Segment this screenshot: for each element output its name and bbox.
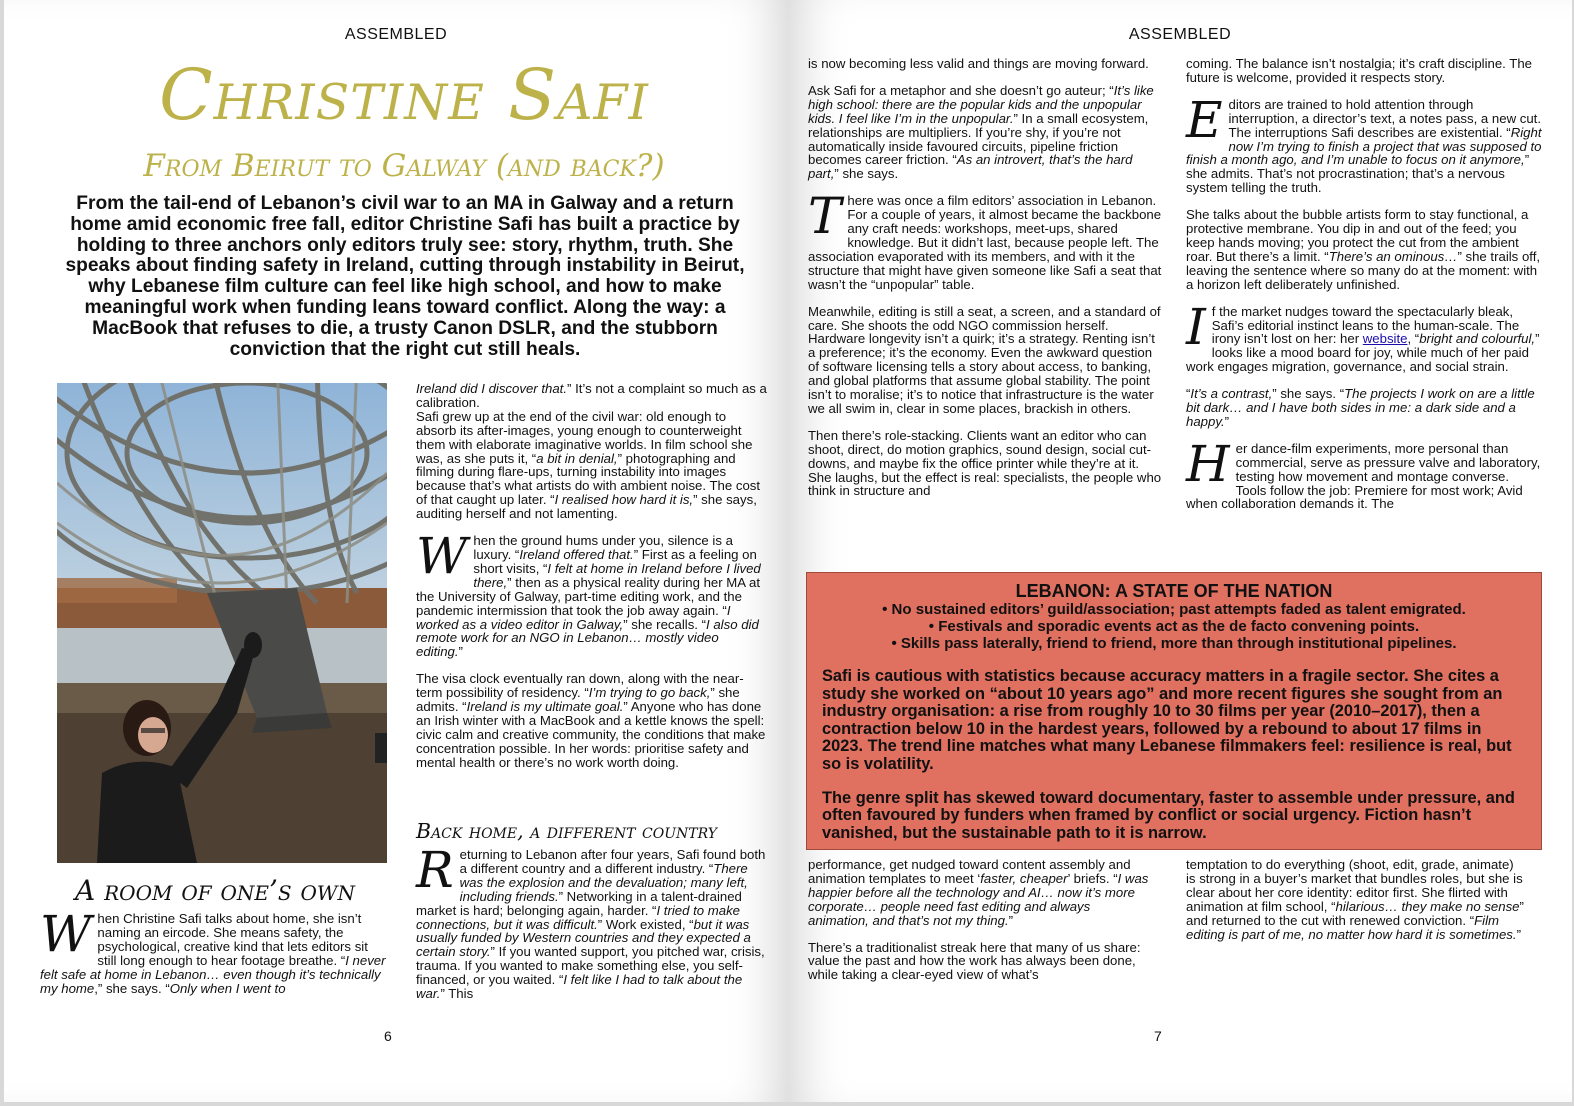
- quote: bright and colourful,: [1419, 331, 1536, 347]
- quote: I felt at home in Ireland before I lived there,: [473, 560, 761, 590]
- text: ” she says, auditing herself and not lamenting.: [416, 492, 757, 522]
- text: ” she trails off, leaving the sentence where so many do at the moment: with a horizon left deliberately unfinished.: [1186, 248, 1541, 292]
- paragraph: [1186, 858, 1526, 941]
- standfirst: From the tail-end of Lebanon’s civil war to an MA in Galway and a return home amid economic free fall, editor Christine Safi has built a practice by holding to three anchors only editors truly see: story, rhythm, truth. She speaks about finding safety in Ireland, cutting through instability in Beirut, why Lebanese film culture can feel like high school, and how to make meaningful work when funding leans toward conflict. Along the way: a MacBook that refuses to die, a trusty Canon DSLR, and the stubborn conviction that the right cut still heals.: [65, 193, 745, 360]
- text: ”: [1008, 912, 1014, 928]
- text: performance, get nudged toward content assembly and animation templates to meet ‘: [808, 857, 1131, 886]
- paragraph: [1186, 208, 1542, 291]
- text: ” she says. “: [1272, 386, 1345, 402]
- text: is now becoming less valid and things are moving forward.: [808, 56, 1149, 71]
- quote: I realised how hard it is,: [554, 492, 694, 508]
- text: ” Networking in a talent-drained market is hard; belonging again, harder. “: [416, 888, 742, 918]
- text: ” photographing and filming during flare-ups, turning instability into images because that’s what artists do with ambient noise. The cost of that caught up later. “: [416, 450, 761, 508]
- article-subtitle: From Beirut to Galway (and back?): [143, 148, 665, 184]
- paragraph: [1186, 90, 1542, 196]
- quote: faster, cheaper: [980, 870, 1068, 886]
- text: er dance-film experiments, more personal than commercial, serve as pressure valve and laboratory, testing how movement and montage converse. Tools follow the job: Premiere for most work; Avid when collaboration demands it. The: [1186, 440, 1541, 512]
- drop-cap: T: [808, 187, 842, 246]
- paragraph: [416, 841, 768, 1002]
- drop-cap: E: [1186, 90, 1223, 149]
- drop-cap: W: [40, 905, 92, 963]
- running-head: ASSEMBLED: [1128, 26, 1232, 43]
- text: ” she admits. “: [416, 685, 740, 715]
- paragraph: [1186, 297, 1542, 375]
- text: Meanwhile, editing is still a seat, a screen, and a standard of care. She shoots the odd NGO commission herself. Hardware longevity isn’t a quirk; it’s a strategy. Renting isn’t a preference; it’s the economy. Even the awkward question of software licensing tells a story about access, to banking, and global platforms that assume global stability. The point isn’t to moralise; it’s to notice that infrastructure is the water we all swim in, clear in some places, brackish in others.: [808, 303, 1161, 416]
- box-bullet: • Skills pass laterally, friend to friend, more than through institutional pipelines.: [891, 635, 1457, 652]
- state-of-nation-box: [806, 572, 1542, 850]
- quote: I tried to make connections, but it was difficult.: [416, 902, 741, 932]
- text: There’s a traditionalist streak here that many of us share: value the past and how the work has always been done, while taking a clear-eyed view of what’s: [808, 939, 1141, 983]
- text: The visa clock eventually ran down, along with the near-term possibility of residency. “: [416, 671, 744, 701]
- portrait-photo: [57, 383, 387, 863]
- text: ” First as a feeling on short visits, “: [473, 546, 757, 576]
- column-2: [416, 382, 768, 783]
- quote: but it was usually funded by Western countries and they expected a certain story.: [416, 916, 751, 960]
- quote: I was happier before all the technology and AI… now it’s more corporate… people need fast editing and always animation, and that’s not my thing.: [808, 870, 1149, 928]
- running-head: ASSEMBLED: [344, 26, 448, 43]
- text: Ask Safi for a metaphor and she doesn’t go auteur; “: [808, 82, 1114, 98]
- text: ” and returned to the cut with renewed conviction. “: [1186, 898, 1524, 928]
- quote: The projects I work on are a little bit dark… and I have both sides in me: a dark side and a happy.: [1186, 386, 1535, 429]
- paragraph: [808, 429, 1164, 499]
- quote: There was the explosion and the devaluation; many left, including friends.: [459, 860, 748, 904]
- paragraph: [808, 57, 1164, 71]
- drop-cap: R: [416, 841, 454, 899]
- text: f the market nudges toward the spectacularly bleak, Safi’s editorial instinct leans to the human-scale. The irony isn’t lost on her: her: [1211, 303, 1520, 347]
- quote: I also did remote work for an NGO in Lebanon… mostly video editing.: [416, 616, 759, 660]
- paragraph: [416, 382, 768, 410]
- box-bullet: • No sustained editors’ guild/association; past attempts faded as talent emigrated.: [882, 601, 1466, 618]
- text: ” This: [440, 986, 474, 1002]
- column-1: [40, 905, 386, 996]
- article-title: Christine Safi: [159, 54, 649, 136]
- text: ” then as a physical reality during her MA at the University of Galway, part-time editing work, and the pandemic intermission that took the job away again. “: [416, 574, 761, 618]
- paragraph: [808, 84, 1164, 181]
- paragraph: [808, 305, 1164, 416]
- column-3-lower: [808, 858, 1154, 982]
- quote: As an introvert, that’s the hard part,: [808, 152, 1133, 182]
- box-paragraph: The genre split has skewed toward documentary, faster to assemble under pressure, and often favoured by funders when framed by conflict or social urgency. Fiction hasn’t vanished, but the sustainable path to it is narrow.: [822, 788, 1515, 842]
- text: ” she recalls. “: [623, 616, 707, 632]
- column-3: [808, 57, 1164, 498]
- quote: Ireland is my ultimate goal.: [466, 699, 624, 715]
- text: Then there’s role-stacking. Clients want an editor who can shoot, direct, do motion graphics, sound design, social cut-downs, and maybe fix the office printer while they’re at it. She laughs, but the effect is real: specialists, the people who think in structure and: [808, 427, 1162, 499]
- text: ”: [1224, 413, 1230, 429]
- quote: hilarious… they make no sense: [1335, 898, 1520, 914]
- text: hen the ground hums under you, silence is a luxury. “: [473, 533, 733, 562]
- quote: I never felt safe at home in Lebanon… even though it’s technically my home: [40, 952, 386, 996]
- text: She talks about the bubble artists form to stay functional, a protective membrane. You dip in and out of the feed; you keep hands moving; you protect the cut from the ambient roar. But there’s a limit. “: [1186, 207, 1529, 264]
- paragraph: [1186, 387, 1542, 429]
- quote: a bit in denial,: [536, 450, 618, 466]
- column-4: [1186, 57, 1542, 511]
- quote: I worked as a video editor in Galway,: [416, 602, 731, 632]
- paragraph: [416, 410, 768, 521]
- text: coming. The balance isn’t nostalgia; it’s craft discipline. The future is welcome, provided it respects story.: [1186, 56, 1532, 85]
- text: ”: [458, 644, 463, 660]
- text: ” she says.: [834, 166, 899, 182]
- text: ’ briefs. “: [1067, 870, 1118, 886]
- paragraph: [416, 527, 768, 660]
- drop-cap: W: [416, 527, 468, 586]
- paragraph: [1186, 434, 1542, 512]
- quote: Only when I went to: [169, 980, 286, 996]
- box-paragraph: Safi is cautious with statistics because accuracy matters in a fragile sector. She cites a study she worked on “about 10 years ago” and more recent figures she sought from an industry organisation: a rise from roughly 10 to 30 films per year (2010–2017), then a contraction below 10 in the hardest years, followed by a rebound to about 17 films in 2023. The trend line matches what many Lebanese filmmakers feel: resilience is real, but so is volatility.: [822, 667, 1512, 773]
- paragraph: [808, 187, 1164, 292]
- quote: There’s an ominous…: [1328, 248, 1458, 264]
- text: eturning to Lebanon after four years, Safi found both a different country and a different industry. “: [459, 847, 766, 876]
- right-page: [788, 0, 1572, 1102]
- box-bullet: • Festivals and sporadic events act as the de facto convening points.: [928, 618, 1420, 635]
- box-title: LEBANON: A STATE OF THE NATION: [1015, 581, 1333, 601]
- text: ditors are trained to hold attention through interruption, a director’s text, a notes pass, a new cut. The interruptions Safi describes are existential. “: [1228, 96, 1542, 140]
- drop-cap: H: [1186, 434, 1230, 493]
- paragraph: [1186, 57, 1542, 85]
- section-heading-room: A room of one’s own: [75, 874, 355, 907]
- text: , “: [1407, 331, 1420, 347]
- text: ” If you wanted support, you pitched war, crisis, trauma. If you wanted to make something else, you self-financed, or you waited. “: [416, 944, 765, 988]
- text: ”: [1516, 926, 1521, 942]
- paragraph: [40, 905, 386, 996]
- quote: It’s like high school: there are the popular kids and the unpopular kids. I feel like I’m in the unpopular.: [808, 82, 1154, 126]
- quote: Ireland offered that.: [519, 546, 634, 562]
- page-number: 6: [384, 1028, 392, 1044]
- paragraph: [416, 672, 768, 769]
- paragraph: [808, 858, 1154, 928]
- column-4-lower: [1186, 858, 1526, 941]
- quote: Ireland did I discover that.: [416, 381, 568, 396]
- website-link[interactable]: website: [1362, 331, 1408, 347]
- text: “: [1186, 386, 1191, 402]
- text: ” looks like a mood board for joy, while much of her paid work engages migration, governance, and social strain.: [1186, 331, 1540, 375]
- paragraph: [808, 941, 1154, 983]
- text: Safi grew up at the end of the civil war: old enough to absorb its after-images, young enough to counterweight them with elaborate imaginative worlds. In film school she was, as she puts it, “: [416, 408, 753, 466]
- quote: It’s a contrast,: [1190, 386, 1273, 402]
- quote: I’m trying to go back,: [588, 685, 711, 701]
- quote: I felt like I had to talk about the war.: [416, 972, 743, 1002]
- quote: Film editing is part of me, no matter how hard it is sometimes.: [1186, 912, 1517, 942]
- text: ” It’s not a complaint so much as a calibration.: [416, 381, 767, 410]
- left-page: [4, 0, 788, 1102]
- column-2-lower: [416, 841, 768, 1002]
- text: ” Work existed, “: [597, 916, 694, 932]
- drop-cap: I: [1186, 297, 1206, 356]
- text: ” Anyone who has done an Irish winter with a MacBook and a kettle knows the spell: civic calm and creative community, the conditions that make concentration possible. In her words: prioritise safety and mental health or there’s no work worth doing.: [416, 699, 766, 770]
- text: here was once a film editors’ association in Lebanon. For a couple of years, it almost became the backbone any craft needs: workshops, meet-ups, shared knowledge. But it didn’t last, because people left. The association evaporated with its members, and with it the structure that might have given someone like Safi a seat that wasn’t the “unpopular” table.: [808, 193, 1162, 292]
- section-heading-back-home: Back home, a different country: [416, 819, 717, 843]
- text: ” In a small ecosystem, relationships are multipliers. If you’re shy, if you’re not automatically inside favoured circuits, pipeline friction becomes career friction. “: [808, 110, 1149, 168]
- text: temptation to do everything (shoot, edit, grade, animate) is strong in a buyer’s market that bundles roles, but she is clear about her core identity: editor first. She flirted with animation at film school, “: [1186, 857, 1523, 914]
- quote: Right now I’m trying to finish a project that was supposed to finish a month ago, and I’m unable to focus on it anymore,: [1186, 124, 1542, 168]
- text: ” she admits. That’s not procrastination; that’s a nervous system telling the truth.: [1186, 152, 1530, 196]
- text: hen Christine Safi talks about home, she isn’t naming an eircode. She means safety, the psychological, creative kind that lets editors sit still long enough to hear footage breathe. “: [97, 911, 368, 968]
- text: ,” she says. “: [94, 980, 170, 996]
- page-number: 7: [1154, 1028, 1162, 1044]
